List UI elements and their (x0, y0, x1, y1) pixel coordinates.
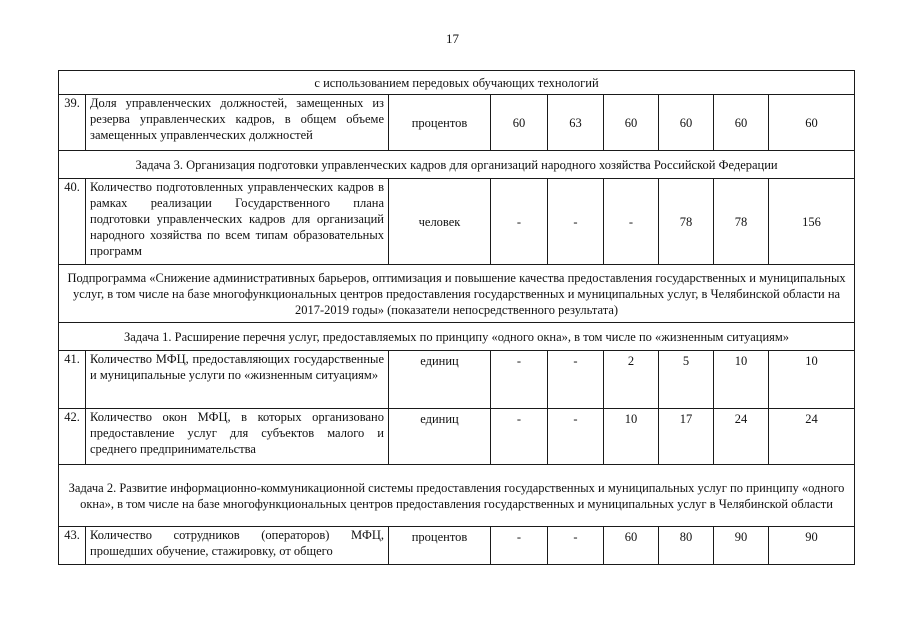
value-cell: 5 (659, 351, 714, 409)
unit-cell: единиц (389, 351, 491, 409)
section-row (59, 265, 855, 323)
value-cell: 90 (714, 527, 769, 565)
unit-cell: процентов (389, 95, 491, 151)
value-cell: 78 (714, 179, 769, 265)
table-row (59, 409, 855, 465)
indicator-name: Количество МФЦ, предоставляющих государственные и муниципальные услуги по «жизненным ситуациям» (86, 351, 389, 409)
indicator-name: Доля управленческих должностей, замещенных из резерва управленческих кадров, в общем объеме замещенных управленческих должностей (86, 95, 389, 151)
value-cell: 60 (604, 95, 659, 151)
row-number: 39. (59, 95, 86, 151)
section-title: Задача 2. Развитие информационно-коммуникационной системы предоставления государственных и муниципальных услуг по принципу «одного окна», в том числе на базе многофункциональных центров предоставления государственных и муниципальных услуг в Челябинской области (59, 465, 855, 527)
row-number: 41. (59, 351, 86, 409)
section-row (59, 323, 855, 351)
indicator-name: Количество подготовленных управленческих кадров в рамках реализации Государственного плана подготовки управленческих кадров для организаций народного хозяйства по всем типам образовательных программ (86, 179, 389, 265)
value-cell: 24 (769, 409, 855, 465)
value-cell: 78 (659, 179, 714, 265)
unit-cell: человек (389, 179, 491, 265)
value-cell: 60 (491, 95, 548, 151)
section-title: Задача 3. Организация подготовки управленческих кадров для организаций народного хозяйства Российской Федерации (59, 151, 855, 179)
value-cell: 10 (769, 351, 855, 409)
section-row (59, 71, 855, 95)
value-cell: - (491, 527, 548, 565)
value-cell: 10 (604, 409, 659, 465)
table-row (59, 527, 855, 565)
indicators-table (58, 70, 855, 565)
row-number: 42. (59, 409, 86, 465)
table-row (59, 179, 855, 265)
value-cell: 60 (604, 527, 659, 565)
value-cell: - (548, 409, 604, 465)
section-row (59, 465, 855, 527)
value-cell: 90 (769, 527, 855, 565)
unit-cell: процентов (389, 527, 491, 565)
value-cell: - (491, 351, 548, 409)
table-row (59, 95, 855, 151)
value-cell: 24 (714, 409, 769, 465)
value-cell: 63 (548, 95, 604, 151)
value-cell: 156 (769, 179, 855, 265)
value-cell: 80 (659, 527, 714, 565)
page-number: 17 (446, 31, 459, 46)
subprogram-title: Подпрограмма «Снижение административных барьеров, оптимизация и повышение качества предоставления государственных и муниципальных услуг, в том числе на базе многофункциональных центров предоставления государственных и муниципальных услуг, в Челябинской области на 2017-2019 годы» (показатели непосредственного результата) (59, 265, 855, 323)
value-cell: - (604, 179, 659, 265)
value-cell: - (491, 409, 548, 465)
value-cell: - (548, 179, 604, 265)
indicator-name: Количество окон МФЦ, в которых организовано предоставление услуг для субъектов малого и среднего предпринимательства (86, 409, 389, 465)
section-title: Задача 1. Расширение перечня услуг, предоставляемых по принципу «одного окна», в том числе по «жизненным ситуациям» (59, 323, 855, 351)
value-cell: 10 (714, 351, 769, 409)
value-cell: 60 (659, 95, 714, 151)
section-row (59, 151, 855, 179)
value-cell: - (548, 351, 604, 409)
value-cell: - (491, 179, 548, 265)
unit-cell: единиц (389, 409, 491, 465)
value-cell: 2 (604, 351, 659, 409)
table-row (59, 351, 855, 409)
value-cell: 17 (659, 409, 714, 465)
value-cell: 60 (769, 95, 855, 151)
value-cell: 60 (714, 95, 769, 151)
indicator-name: Количество сотрудников (операторов) МФЦ, прошедших обучение, стажировку, от общего (86, 527, 389, 565)
row-number: 43. (59, 527, 86, 565)
value-cell: - (548, 527, 604, 565)
section-title: с использованием передовых обучающих технологий (59, 71, 855, 95)
row-number: 40. (59, 179, 86, 265)
